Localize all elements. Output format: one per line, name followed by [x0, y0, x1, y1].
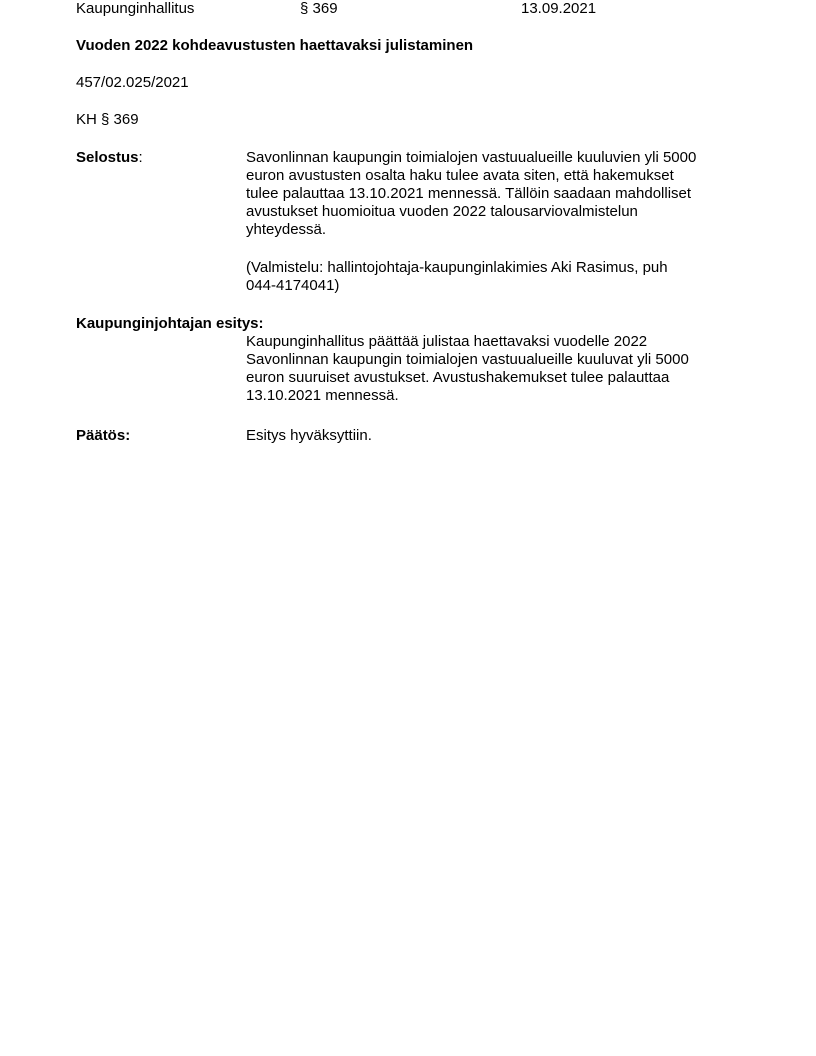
- esitys-line: 13.10.2021 mennessä.: [246, 387, 399, 404]
- record-number: 457/02.025/2021: [76, 74, 189, 91]
- esitys-paragraph: [246, 333, 746, 405]
- selostus-line: tulee palauttaa 13.10.2021 mennessä. Tällöin saadaan mahdolliset: [246, 185, 692, 202]
- esitys-line: Kaupunginhallitus päättää julistaa haettavaksi vuodelle 2022: [246, 333, 648, 350]
- selostus-line: Savonlinnan kaupungin toimialojen vastuualueille kuuluvien yli 5000: [246, 149, 697, 166]
- selostus-line: avustukset huomioitua vuoden 2022 talousarviovalmistelun: [246, 203, 638, 220]
- document-title: Vuoden 2022 kohdeavustusten haettavaksi julistaminen: [76, 37, 474, 54]
- selostus-paragraph-2: [246, 259, 746, 295]
- selostus-label-colon: :: [138, 149, 143, 166]
- selostus-label-text: Selostus: [76, 149, 139, 166]
- selostus-line: euron avustusten osalta haku tulee avata siten, että hakemukset: [246, 167, 674, 184]
- selostus-paragraph-1: [246, 149, 746, 239]
- esitys-line: euron suuruiset avustukset. Avustushakemukset tulee palauttaa: [246, 369, 670, 386]
- selostus-label: [76, 149, 143, 167]
- selostus-line: yhteydessä.: [246, 221, 327, 238]
- selostus-preparer-line: (Valmistelu: hallintojohtaja-kaupunginlakimies Aki Rasimus, puh: [246, 259, 668, 276]
- esitys-label: Kaupunginjohtajan esitys:: [76, 315, 264, 332]
- paatos-text: Esitys hyväksyttiin.: [246, 427, 372, 444]
- header-section-number: § 369: [300, 0, 338, 17]
- header-body-name: Kaupunginhallitus: [76, 0, 195, 17]
- esitys-line: Savonlinnan kaupungin toimialojen vastuualueille kuuluvat yli 5000: [246, 351, 689, 368]
- selostus-preparer-line: 044-4174041): [246, 277, 340, 294]
- paatos-label: Päätös:: [76, 427, 131, 444]
- section-reference: KH § 369: [76, 111, 139, 128]
- header-meeting-date: 13.09.2021: [521, 0, 597, 17]
